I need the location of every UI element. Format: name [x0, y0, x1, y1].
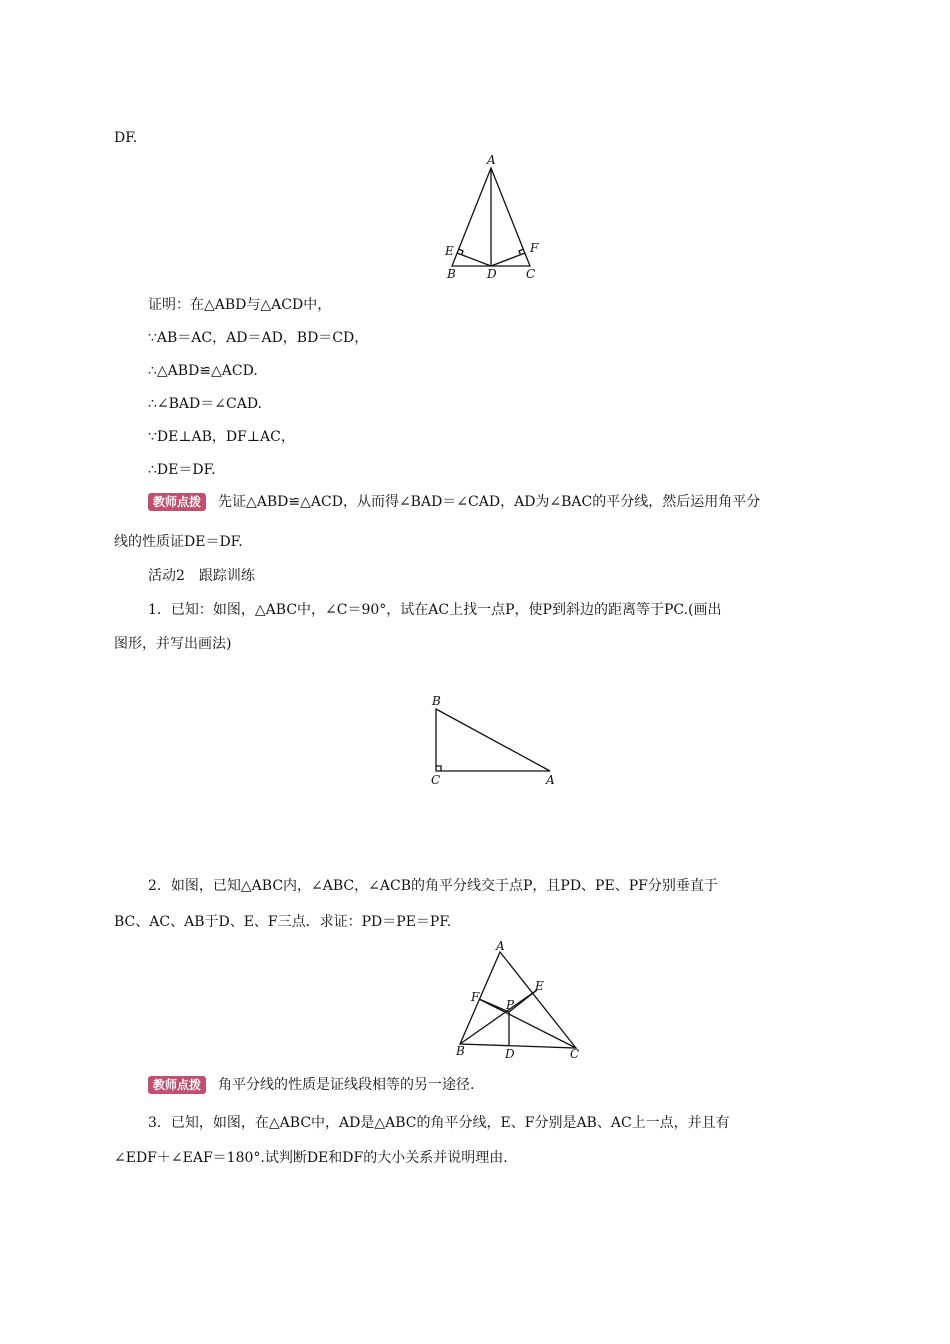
teacher-tip-badge-2: 教师点拨 — [148, 1076, 206, 1094]
proof-line-5: ∵DE⊥AB，DF⊥AC， — [148, 429, 295, 445]
fig3-label-C: C — [570, 1047, 580, 1061]
fig3-label-E: E — [535, 979, 544, 993]
fig1-label-B: B — [447, 267, 456, 281]
teacher-tip-badge: 教师点拨 — [148, 493, 206, 511]
proof-line-4: ∴∠BAD＝∠CAD. — [148, 396, 262, 412]
fig3-label-A: A — [496, 939, 505, 953]
question-3-line-a: 3．已知，如图，在△ABC中，AD是△ABC的角平分线，E、F分别是AB、AC上一点，并且有 — [148, 1115, 730, 1131]
proof-line-1: 证明：在△ABD与△ACD中， — [148, 297, 332, 313]
question-2-line-b: BC、AC、AB于D、E、F三点．求证：PD＝PE＝PF. — [114, 914, 452, 930]
proof-line-2: ∵AB＝AC，AD＝AD，BD＝CD， — [148, 330, 369, 346]
teacher-tip-2 — [148, 1075, 474, 1095]
fig3-label-P: P — [506, 998, 515, 1012]
fig1-label-D: D — [487, 267, 497, 281]
fig1-label-A: A — [487, 153, 496, 167]
question-1-line-a: 1．已知：如图，△ABC中，∠C＝90°，试在AC上找一点P，使P到斜边的距离等于PC.(画出 — [148, 602, 722, 618]
activity-heading: 活动2 跟踪训练 — [148, 568, 255, 584]
fig1-label-E: E — [445, 244, 454, 258]
fig2-label-B: B — [432, 694, 441, 708]
fig2-label-C: C — [431, 773, 441, 787]
tip1-text-b: 线的性质证DE＝DF. — [114, 534, 243, 550]
teacher-tip-1 — [148, 492, 760, 512]
fig2-label-A: A — [546, 773, 555, 787]
fig1-label-F: F — [530, 241, 539, 255]
fig1-label-C: C — [526, 267, 536, 281]
fig3-label-B: B — [456, 1044, 465, 1058]
proof-line-3: ∴△ABD≌△ACD. — [148, 363, 258, 379]
fig3-label-D: D — [505, 1047, 515, 1061]
tip1-text-a: 先证△ABD≌△ACD，从而得∠BAD＝∠CAD，AD为∠BAC的平分线，然后运用角平分 — [218, 494, 761, 510]
question-2-line-a: 2．如图，已知△ABC内，∠ABC，∠ACB的角平分线交于点P，且PD、PE、PF分别垂直于 — [148, 878, 718, 894]
question-1-line-b: 图形，并写出画法) — [114, 636, 232, 652]
fig3-label-F: F — [471, 990, 480, 1004]
tip2-text: 角平分线的性质是证线段相等的另一途径. — [218, 1077, 475, 1093]
proof-line-6: ∴DE＝DF. — [148, 462, 216, 478]
question-3-line-b: ∠EDF＋∠EAF＝180°.试判断DE和DF的大小关系并说明理由. — [114, 1150, 508, 1166]
text-line: DF. — [114, 130, 138, 146]
